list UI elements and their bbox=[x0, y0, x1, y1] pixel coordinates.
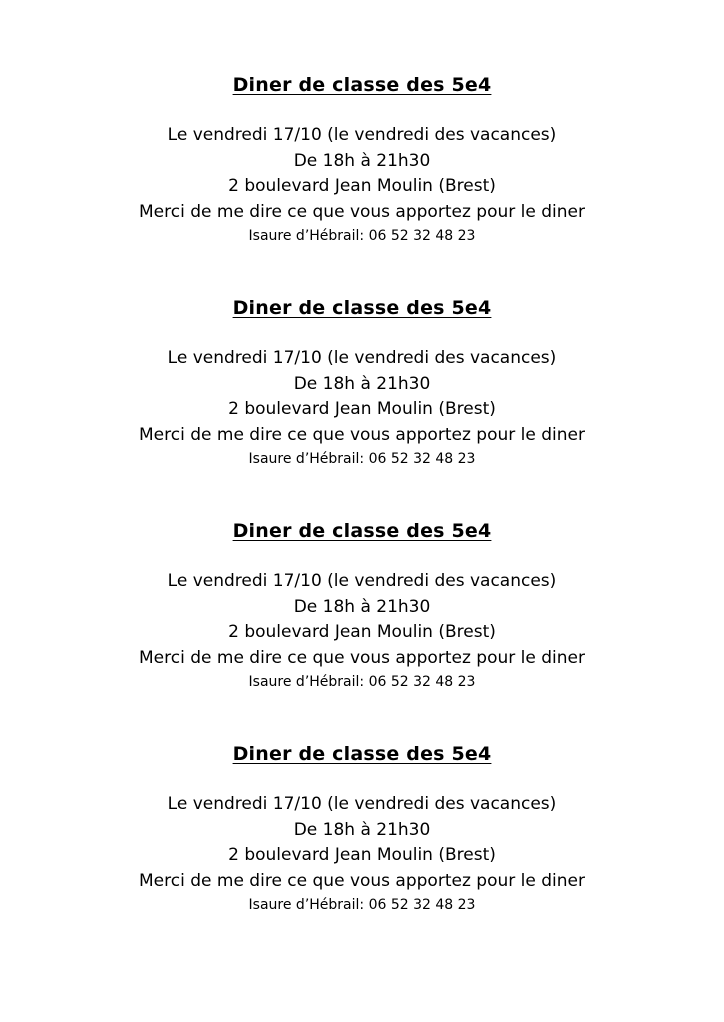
event-request: Merci de me dire ce que vous apportez pour le diner bbox=[139, 201, 585, 222]
event-contact: Isaure d’Hébrail: 06 52 32 48 23 bbox=[248, 674, 476, 690]
event-contact: Isaure d’Hébrail: 06 52 32 48 23 bbox=[248, 228, 476, 244]
invitation-title: Diner de classe des 5e4 bbox=[232, 74, 492, 96]
event-address: 2 boulevard Jean Moulin (Brest) bbox=[228, 176, 496, 196]
event-date: Le vendredi 17/10 (le vendredi des vacances) bbox=[167, 571, 557, 591]
invitation-title: Diner de classe des 5e4 bbox=[232, 743, 492, 765]
invitation-title: Diner de classe des 5e4 bbox=[232, 297, 492, 319]
event-contact: Isaure d’Hébrail: 06 52 32 48 23 bbox=[248, 451, 476, 467]
event-address: 2 boulevard Jean Moulin (Brest) bbox=[228, 845, 496, 865]
event-request: Merci de me dire ce que vous apportez pour le diner bbox=[139, 647, 585, 668]
invitation-block bbox=[0, 72, 724, 247]
event-request: Merci de me dire ce que vous apportez pour le diner bbox=[139, 424, 585, 445]
invitation-block bbox=[0, 518, 724, 693]
event-date: Le vendredi 17/10 (le vendredi des vacances) bbox=[167, 794, 557, 814]
event-time: De 18h à 21h30 bbox=[293, 373, 431, 394]
invitation-block bbox=[0, 741, 724, 916]
event-contact: Isaure d’Hébrail: 06 52 32 48 23 bbox=[248, 897, 476, 913]
event-address: 2 boulevard Jean Moulin (Brest) bbox=[228, 622, 496, 642]
invitation-title: Diner de classe des 5e4 bbox=[232, 520, 492, 542]
event-time: De 18h à 21h30 bbox=[293, 819, 431, 840]
event-time: De 18h à 21h30 bbox=[293, 596, 431, 617]
invitation-block bbox=[0, 295, 724, 470]
event-date: Le vendredi 17/10 (le vendredi des vacances) bbox=[167, 125, 557, 145]
event-date: Le vendredi 17/10 (le vendredi des vacances) bbox=[167, 348, 557, 368]
event-time: De 18h à 21h30 bbox=[293, 150, 431, 171]
event-request: Merci de me dire ce que vous apportez pour le diner bbox=[139, 870, 585, 891]
event-address: 2 boulevard Jean Moulin (Brest) bbox=[228, 399, 496, 419]
